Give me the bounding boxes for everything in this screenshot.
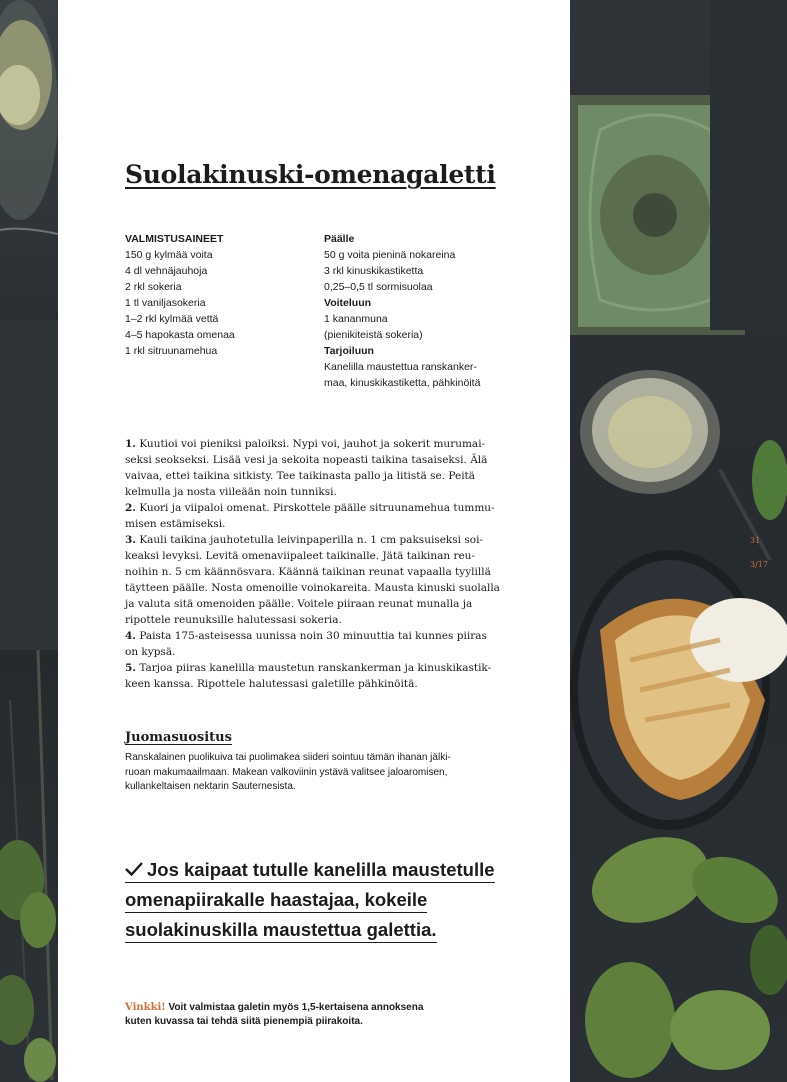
step-text: seksi seokseksi. Lisää vesi ja sekoita nopeasti taikina tasaiseksi. Älä (125, 454, 488, 466)
page-number-secondary: 3/17 (750, 560, 768, 569)
check-icon (125, 861, 143, 877)
step-number: 4. (125, 630, 136, 642)
step-number: 5. (125, 662, 136, 674)
drink-line: kullankeltaisen nektarin Sauternesista. (125, 781, 296, 792)
step-text: keen kanssa. Ripottele halutessasi galetille pähkinöitä. (125, 678, 418, 690)
ingredient-item: 1 rkl sitruunamehua (125, 345, 218, 357)
drink-line: ruoan makumaailmaan. Makean valkoviinin ystävä valitsee jaloaromisen, (125, 766, 448, 778)
step-line (125, 532, 510, 548)
callout-line-2: omenapiirakalle haastajaa, kokeile (125, 887, 427, 913)
tip-line: kuten kuvassa tai tehdä siitä pienempiä piirakoita. (125, 1015, 363, 1027)
step-line (125, 468, 510, 484)
glaze-heading: Voiteluun (324, 297, 372, 309)
ingredient-item: 1 tl vaniljasokeria (125, 297, 206, 309)
step-line (125, 548, 510, 564)
step-text: Kuori ja viipaloi omenat. Pirskottele päälle sitruunamehua tummu- (139, 502, 495, 514)
tip (125, 1001, 505, 1028)
page-number: 31 (750, 536, 761, 545)
step-text: noihin n. 5 cm käännösvara. Käännä taikinan reunat vapaalla tyylillä (125, 566, 491, 578)
step-line (125, 612, 510, 628)
ingredients-list (125, 231, 310, 359)
photo-right (570, 0, 787, 1082)
step-line (125, 436, 510, 452)
step-text: ripottele reunuksille halutessasi sokeria. (125, 614, 342, 626)
ingredient-item: 2 rkl sokeria (125, 281, 182, 293)
step-line (125, 660, 510, 676)
step-number: 2. (125, 502, 136, 514)
recipe-title: Suolakinuski-omenagaletti (125, 160, 496, 189)
tip-label: Vinkki! (125, 1002, 166, 1013)
callout-line-3: suolakinuskilla maustettua galettia. (125, 917, 437, 943)
serve-item: Kanelilla maustettua ranskanker- (324, 361, 477, 373)
topping-list (324, 231, 524, 391)
step-line (125, 628, 510, 644)
step-text: keaksi levyksi. Levitä omenaviipaleet taikinalle. Jätä taikinan reu- (125, 550, 475, 562)
step-line (125, 676, 510, 692)
step-text: Tarjoa piiras kanelilla maustetun ranskankerman ja kinuskikastik- (139, 662, 492, 674)
ingredient-item: 1–2 rkl kylmää vettä (125, 313, 219, 325)
tip-line: Voit valmistaa galetin myös 1,5-kertaisena annoksena (168, 1002, 424, 1013)
instructions (125, 436, 510, 692)
drink-text (125, 751, 505, 795)
ingredients-heading: VALMISTUSAINEET (125, 233, 224, 245)
step-line (125, 516, 510, 532)
step-line (125, 580, 510, 596)
glaze-item: (pienikiteistä sokeria) (324, 329, 423, 341)
photo-left (0, 0, 58, 1082)
step-line (125, 564, 510, 580)
glaze-item: 1 kananmuna (324, 313, 388, 325)
step-text: täytteen päälle. Nosta omenoille voinokareita. Mausta kinuski suolalla (125, 582, 500, 594)
step-number: 1. (125, 438, 136, 450)
ingredient-item: 4–5 hapokasta omenaa (125, 329, 235, 341)
drink-title: Juomasuositus (125, 730, 232, 745)
serve-item: maa, kinuskikastiketta, pähkinöitä (324, 377, 481, 389)
step-text: kelmulla ja nosta viileään noin tunniksi. (125, 486, 337, 498)
topping-item: 0,25–0,5 tl sormisuolaa (324, 281, 433, 293)
topping-item: 3 rkl kinuskikastiketta (324, 265, 424, 277)
step-number: 3. (125, 534, 136, 546)
step-text: Kauli taikina jauhotetulla leivinpaperilla n. 1 cm paksuiseksi soi- (139, 534, 483, 546)
step-text: on kypsä. (125, 646, 176, 658)
recipe-page (58, 0, 570, 1082)
step-line (125, 596, 510, 612)
callout-line-1: Jos kaipaat tutulle kanelilla maustetulle (125, 857, 495, 883)
callout (125, 856, 525, 946)
step-text: vaivaa, ettei taikina sitkisty. Tee taikinasta pallo ja litistä se. Peitä (125, 470, 476, 482)
serve-heading: Tarjoiluun (324, 345, 374, 357)
step-line (125, 500, 510, 516)
topping-heading: Päälle (324, 233, 355, 245)
step-text: Kuutioi voi pieniksi paloiksi. Nypi voi, jauhot ja sokerit murumai- (139, 438, 486, 450)
drink-line: Ranskalainen puolikuiva tai puolimakea siideri sointuu tämän ihanan jälki- (125, 752, 451, 763)
step-line (125, 644, 510, 660)
step-text: Paista 175-asteisessa uunissa noin 30 minuuttia tai kunnes piiras (139, 630, 487, 642)
ingredient-item: 150 g kylmää voita (125, 249, 213, 261)
ingredient-item: 4 dl vehnäjauhoja (125, 265, 208, 277)
topping-item: 50 g voita pieninä nokareina (324, 249, 456, 261)
step-line (125, 484, 510, 500)
step-text: ja valuta sitä omenoiden päälle. Voitele piiraan reunat munalla ja (125, 598, 473, 610)
step-text: misen estämiseksi. (125, 518, 226, 530)
step-line (125, 452, 510, 468)
photo-left-art (0, 0, 58, 1082)
